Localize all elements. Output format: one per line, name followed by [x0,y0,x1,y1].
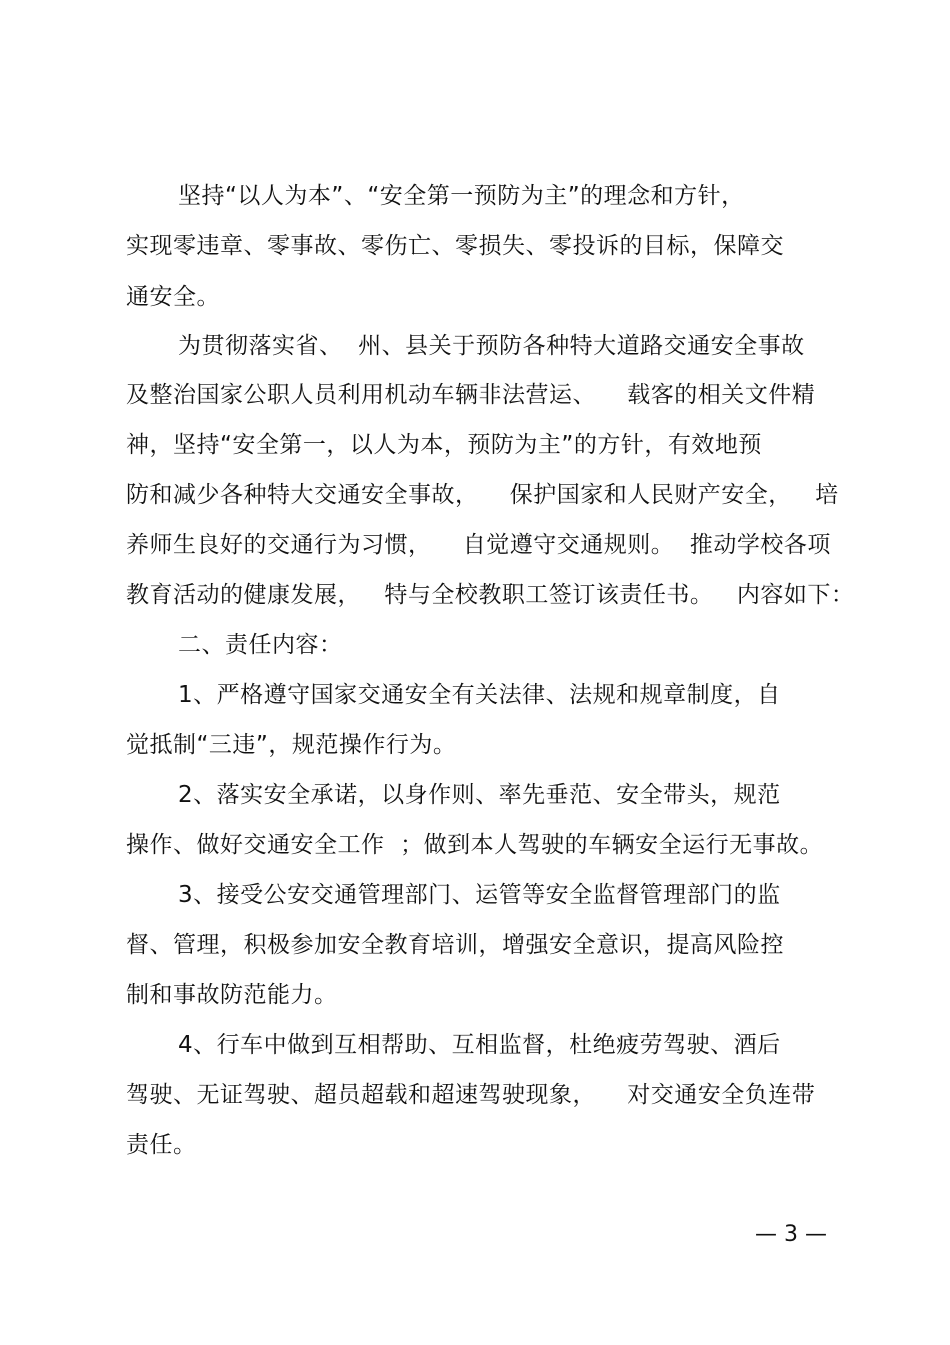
section-heading: 二、责任内容： [178,632,343,658]
text-line-13: 2、落实安全承诺，以身作则、率先垂范、安全带头，规范 [178,782,781,808]
text-line-19: 驾驶、无证驾驶、超员超载和超速驾驶现象， 对交通安全负连带 [126,1082,816,1108]
text-line-4: 为贯彻落实省、 州、县关于预防各种特大道路交通安全事故 [178,333,805,359]
text-line-3: 通安全。 [126,284,220,310]
text-line-15: 3、接受公安交通管理部门、运管等安全监督管理部门的监 [178,882,781,908]
text-line-20: 责任。 [126,1132,197,1158]
text-line-9: 教育活动的健康发展， 特与全校教职工签订该责任书。 内容如下： [126,582,855,608]
page-number: — 3 — [755,1222,827,1247]
text-line-8: 养师生良好的交通行为习惯， 自觉遵守交通规则。 推动学校各项 [126,532,831,558]
text-line-6: 神，坚持“安全第一，以人为本，预防为主”的方针，有效地预 [126,432,762,458]
text-line-7: 防和减少各种特大交通安全事故， 保护国家和人民财产安全， 培 [126,482,839,508]
text-line-5: 及整治国家公职人员利用机动车辆非法营运、 载客的相关文件精 [126,382,816,408]
text-line-2: 实现零违章、零事故、零伤亡、零损失、零投诉的目标，保障交 [126,233,784,259]
text-line-11: 1、严格遵守国家交通安全有关法律、法规和规章制度，自 [178,682,781,708]
text-line-14: 操作、做好交通安全工作 ；做到本人驾驶的车辆安全运行无事故。 [126,832,824,858]
text-line-18: 4、行车中做到互相帮助、互相监督，杜绝疲劳驾驶、酒后 [178,1032,781,1058]
text-line-16: 督、管理，积极参加安全教育培训，增强安全意识，提高风险控 [126,932,784,958]
text-line-17: 制和事故防范能力。 [126,982,338,1008]
text-line-1: 坚持“以人为本”、“安全第一预防为主”的理念和方针， [178,183,745,209]
text-line-12: 觉抵制“三违”，规范操作行为。 [126,732,457,758]
